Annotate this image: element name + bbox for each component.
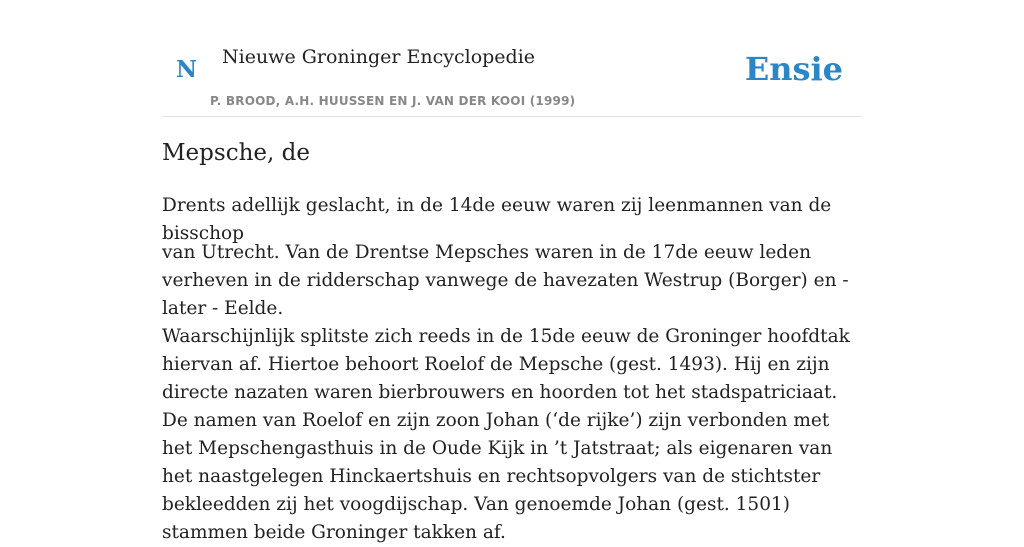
book-title[interactable]: Nieuwe Groninger Encyclopedie — [222, 46, 536, 68]
book-authors: P. BROOD, A.H. HUUSSEN EN J. VAN DER KOOI (1999) — [210, 94, 576, 108]
page-container — [162, 0, 862, 543]
entry-paragraph: Waarschijnlijk splitste zich reeds in de 15de eeuw de Groninger hoofdtak hiervan af. Hiertoe behoort Roelof de Mepsche (gest. 1493). Hij en zijn directe nazaten waren bierbrouwers en hoorden tot het stadspatriciaat. De namen van Roelof en zijn zoon Johan (‘de rijke’) zijn verbonden met het Mepschengasthuis in de Oude Kijk in ’t Jatstraat; als eigenaren van het naastgelegen Hinckaertshuis en rechtsopvolgers van de stichtster bekleedden zij het voogdijschap. Van genoemde Johan (gest. 1501) stammen beide Groninger takken af. — [162, 326, 850, 543]
entry-paragraph: Drents adellijk geslacht, in de 14de eeuw waren zij leenmannen van de bisschop — [162, 195, 832, 244]
ensie-brand-logo[interactable]: Ensie — [744, 50, 843, 88]
page-header — [162, 0, 862, 117]
entry-paragraph: van Utrecht. Van de Drentse Mepsches waren in de 17de eeuw leden verheven in de ridderschap vanwege de havezaten Westrup (Borger) en - later - Eelde. — [162, 242, 849, 319]
encyclopedia-logo[interactable]: N — [176, 56, 198, 83]
entry-title: Mepsche, de — [162, 140, 310, 166]
